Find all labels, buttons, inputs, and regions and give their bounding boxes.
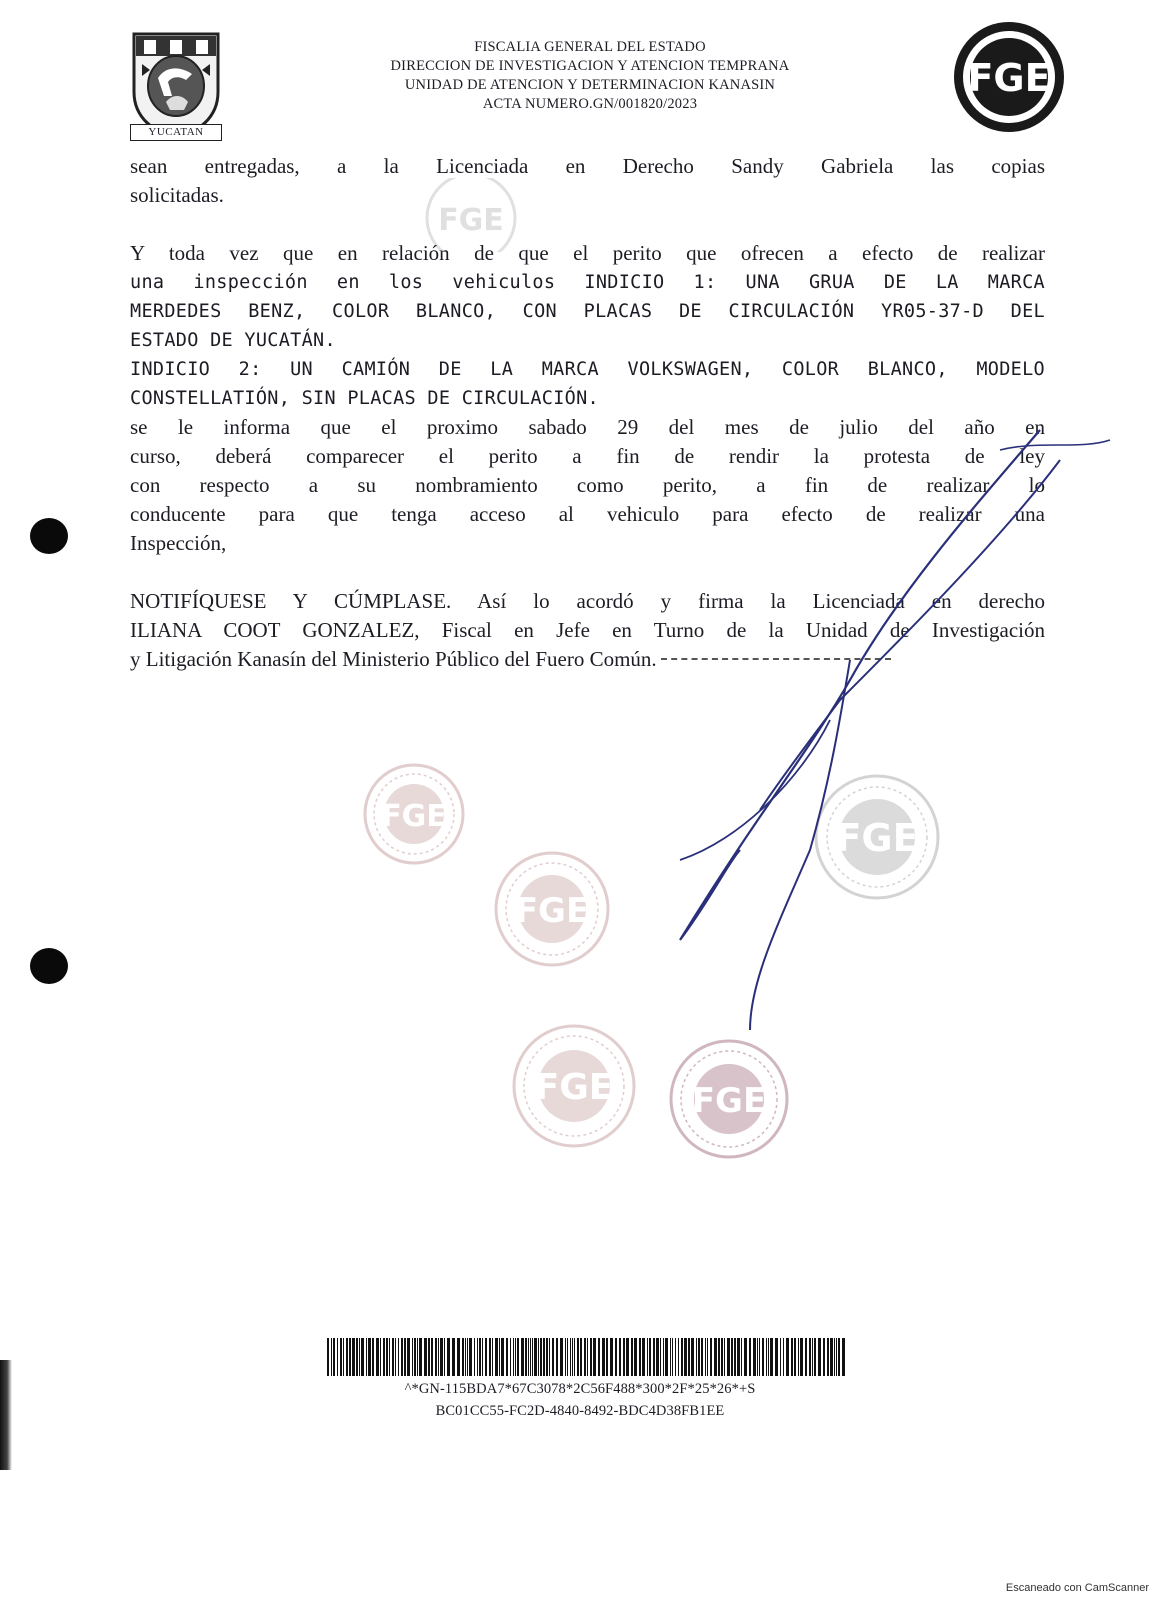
barcode-bar xyxy=(565,1338,566,1376)
barcode-bar xyxy=(649,1338,651,1376)
barcode-bar xyxy=(759,1338,760,1376)
barcode-bar xyxy=(489,1338,491,1376)
barcode-bar xyxy=(731,1338,733,1376)
barcode-bar xyxy=(469,1338,472,1376)
crest-label: YUCATAN xyxy=(130,124,222,141)
barcode-bar xyxy=(574,1338,575,1376)
barcode-bar xyxy=(525,1338,527,1376)
barcode-bar xyxy=(392,1338,394,1376)
text-line: con respecto a su nombramiento como perito, a fin de realizar lo xyxy=(130,473,1045,497)
barcode-bar xyxy=(517,1338,519,1376)
barcode-bar xyxy=(380,1338,381,1376)
stamp-text: FGE xyxy=(438,203,504,238)
barcode-bar xyxy=(474,1338,475,1376)
barcode-bar xyxy=(678,1338,679,1376)
document-barcode xyxy=(327,1338,847,1376)
barcode-bar xyxy=(457,1338,460,1376)
barcode-bar xyxy=(447,1338,450,1376)
stamp-text: FGE xyxy=(534,1067,614,1108)
barcode-bar xyxy=(515,1338,516,1376)
barcode-bar xyxy=(768,1338,769,1376)
barcode-bar xyxy=(359,1338,360,1376)
barcode-bar xyxy=(762,1338,764,1376)
barcode-bar xyxy=(534,1338,537,1376)
barcode-bar xyxy=(417,1338,418,1376)
barcode-bar xyxy=(639,1338,641,1376)
barcode-bar xyxy=(602,1338,605,1376)
barcode-bar xyxy=(492,1338,493,1376)
barcode-bar xyxy=(356,1338,358,1376)
barcode-bar xyxy=(634,1338,637,1376)
barcode-bar xyxy=(414,1338,416,1376)
header-line-unit: UNIDAD DE ATENCION Y DETERMINACION KANASIN xyxy=(404,77,776,93)
barcode-bar xyxy=(465,1338,466,1376)
barcode-bar xyxy=(467,1338,468,1376)
barcode-bar xyxy=(741,1338,742,1376)
fge-logo-icon xyxy=(950,18,1068,136)
barcode-bar xyxy=(538,1338,539,1376)
barcode-bar xyxy=(718,1338,720,1376)
barcode-bar xyxy=(724,1338,725,1376)
barcode-bar xyxy=(438,1338,439,1376)
barcode-code: ^*GN-115BDA7*67C3078*2C56F488*300*2F*25*26*+S xyxy=(404,1381,756,1397)
barcode-bar xyxy=(590,1338,592,1376)
barcode-bar xyxy=(727,1338,730,1376)
barcode-bar xyxy=(333,1338,335,1376)
barcode-bar xyxy=(495,1338,498,1376)
barcode-bar xyxy=(372,1338,374,1376)
barcode-bar xyxy=(653,1338,655,1376)
barcode-bar xyxy=(766,1338,767,1376)
barcode-bar xyxy=(424,1338,427,1376)
barcode-bar xyxy=(528,1338,529,1376)
header-line-direction: DIRECCION DE INVESTIGACION Y ATENCION TEMPRANA xyxy=(390,58,790,74)
barcode-bar xyxy=(749,1338,751,1376)
barcode-bar xyxy=(530,1338,531,1376)
barcode-bar xyxy=(814,1338,816,1376)
text-line: conducente para que tenga acceso al vehiculo para efecto de realizar una xyxy=(130,502,1045,526)
barcode-bar xyxy=(681,1338,683,1376)
barcode-bar xyxy=(610,1338,613,1376)
barcode-bar xyxy=(383,1338,385,1376)
barcode-bar xyxy=(404,1338,406,1376)
barcode-bar xyxy=(791,1338,793,1376)
text-line: solicitadas. xyxy=(130,183,224,207)
scanner-watermark: Escaneado con CamScanner xyxy=(1005,1582,1149,1594)
barcode-bar xyxy=(818,1338,821,1376)
barcode-bar xyxy=(506,1338,508,1376)
stamp-text: FGE xyxy=(381,799,447,834)
barcode-bar xyxy=(560,1338,563,1376)
barcode-bar xyxy=(770,1338,773,1376)
barcode-bar xyxy=(631,1338,633,1376)
barcode-bar xyxy=(577,1338,579,1376)
barcode-bar xyxy=(532,1338,533,1376)
barcode-bar xyxy=(701,1338,703,1376)
barcode-bar xyxy=(838,1338,840,1376)
barcode-bar xyxy=(647,1338,648,1376)
barcode-bar xyxy=(598,1338,600,1376)
barcode-bar xyxy=(549,1338,550,1376)
barcode-bar xyxy=(780,1338,781,1376)
dashed-rule xyxy=(661,658,891,660)
barcode-bar xyxy=(663,1338,664,1376)
barcode-bar xyxy=(705,1338,706,1376)
barcode-bar xyxy=(670,1338,671,1376)
barcode-bar xyxy=(593,1338,596,1376)
barcode-caption xyxy=(300,1378,860,1422)
barcode-bar xyxy=(580,1338,582,1376)
barcode-bar xyxy=(412,1338,413,1376)
barcode-bar xyxy=(734,1338,736,1376)
barcode-bar xyxy=(431,1338,433,1376)
barcode-bar xyxy=(809,1338,811,1376)
barcode-bar xyxy=(656,1338,659,1376)
text-line: sean entregadas, a la Licenciada en Derecho Sandy Gabriela las copias xyxy=(130,154,1045,178)
barcode-bar xyxy=(485,1338,487,1376)
barcode-bar xyxy=(479,1338,481,1376)
barcode-bar xyxy=(477,1338,478,1376)
paragraph-notification xyxy=(130,587,1045,674)
barcode-bar xyxy=(395,1338,396,1376)
text-line: Inspección, xyxy=(130,531,227,555)
barcode-bar xyxy=(823,1338,825,1376)
header-line-acta: ACTA NUMERO.GN/001820/2023 xyxy=(482,96,698,112)
barcode-bar xyxy=(462,1338,464,1376)
punch-hole xyxy=(30,518,68,554)
barcode-bar xyxy=(331,1338,332,1376)
barcode-bar xyxy=(435,1338,437,1376)
barcode-bar xyxy=(744,1338,747,1376)
document-header xyxy=(330,38,850,114)
barcode-bar xyxy=(546,1338,548,1376)
barcode-bar xyxy=(698,1338,700,1376)
barcode-bar xyxy=(419,1338,422,1376)
stamp-text: FGE xyxy=(514,891,590,931)
barcode-bar xyxy=(827,1338,829,1376)
barcode-bar xyxy=(753,1338,756,1376)
barcode-bar xyxy=(775,1338,778,1376)
barcode-bar xyxy=(834,1338,835,1376)
text-line: CONSTELLATIÓN, SIN PLACAS DE CIRCULACIÓN. xyxy=(130,388,599,409)
barcode-bar xyxy=(783,1338,784,1376)
stamp-text: FGE xyxy=(691,1081,767,1121)
barcode-bar xyxy=(376,1338,379,1376)
barcode-bar xyxy=(786,1338,789,1376)
barcode-bar xyxy=(386,1338,388,1376)
barcode-bar xyxy=(615,1338,617,1376)
barcode-bar xyxy=(340,1338,342,1376)
barcode-bar xyxy=(398,1338,399,1376)
barcode-bar xyxy=(665,1338,668,1376)
barcode-bar xyxy=(798,1338,799,1376)
fge-stamp-icon xyxy=(418,178,524,252)
barcode-bar xyxy=(368,1338,371,1376)
barcode-bar xyxy=(501,1338,504,1376)
barcode-bar xyxy=(721,1338,723,1376)
barcode-bar xyxy=(757,1338,758,1376)
barcode-bar xyxy=(346,1338,348,1376)
barcode-bar xyxy=(499,1338,500,1376)
document-body xyxy=(130,152,1045,674)
barcode-bar xyxy=(696,1338,697,1376)
barcode-bar xyxy=(343,1338,344,1376)
barcode-bar xyxy=(543,1338,545,1376)
barcode-bar xyxy=(361,1338,364,1376)
text-line: curso, deberá comparecer el perito a fin de rendir la protesta de ley xyxy=(130,444,1045,468)
fge-logo-text: FGE xyxy=(967,56,1051,100)
barcode-bar xyxy=(540,1338,542,1376)
barcode-bar xyxy=(521,1338,524,1376)
barcode-bar xyxy=(812,1338,813,1376)
barcode-bar xyxy=(737,1338,740,1376)
text-line-content: y Litigación Kanasín del Ministerio Público del Fuero Común. xyxy=(130,647,657,671)
barcode-bar xyxy=(389,1338,390,1376)
barcode-bar xyxy=(510,1338,511,1376)
fge-stamp-icon xyxy=(668,1038,790,1160)
barcode-bar xyxy=(691,1338,694,1376)
barcode-bar xyxy=(401,1338,403,1376)
barcode-bar xyxy=(440,1338,443,1376)
barcode-bar xyxy=(337,1338,338,1376)
barcode-bar xyxy=(688,1338,690,1376)
barcode-bar xyxy=(552,1338,554,1376)
barcode-bar xyxy=(570,1338,571,1376)
barcode-bar xyxy=(684,1338,687,1376)
barcode-bar xyxy=(366,1338,367,1376)
barcode-bar xyxy=(407,1338,410,1376)
barcode-bar xyxy=(482,1338,483,1376)
text-line: NOTIFÍQUESE Y CÚMPLASE. Así lo acordó y firma la Licenciada en derecho xyxy=(130,589,1045,613)
text-line xyxy=(130,645,1045,674)
barcode-bar xyxy=(352,1338,355,1376)
barcode-bar xyxy=(587,1338,588,1376)
barcode-bar xyxy=(619,1338,621,1376)
barcode-bar xyxy=(623,1338,625,1376)
scan-edge-shadow xyxy=(0,1360,12,1470)
barcode-bar xyxy=(584,1338,586,1376)
fge-stamp-icon xyxy=(362,762,466,866)
stamp-text: FGE xyxy=(835,816,919,860)
barcode-bar xyxy=(444,1338,445,1376)
header-line-institution: FISCALIA GENERAL DEL ESTADO xyxy=(474,39,706,55)
text-line: INDICIO 2: UN CAMIÓN DE LA MARCA VOLKSWAGEN, COLOR BLANCO, MODELO xyxy=(130,359,1045,380)
text-line: Y toda vez que en relación de que el perito que ofrecen a efecto de realizar xyxy=(130,241,1045,265)
barcode-bar xyxy=(513,1338,514,1376)
paragraph-copies xyxy=(130,152,1045,210)
barcode-bar xyxy=(707,1338,708,1376)
barcode-bar xyxy=(710,1338,712,1376)
fge-stamp-icon xyxy=(812,772,942,902)
barcode-bar xyxy=(626,1338,629,1376)
barcode-bar xyxy=(567,1338,568,1376)
fge-stamp-icon xyxy=(510,1022,638,1150)
barcode-bar xyxy=(794,1338,796,1376)
barcode-bar xyxy=(714,1338,717,1376)
barcode-bar xyxy=(660,1338,661,1376)
fge-stamp-icon xyxy=(493,850,611,968)
paragraph-expert-inspection xyxy=(130,239,1045,558)
barcode-bar xyxy=(606,1338,608,1376)
barcode-bar xyxy=(572,1338,573,1376)
barcode-bar xyxy=(805,1338,807,1376)
text-line: MERDEDES BENZ, COLOR BLANCO, CON PLACAS DE CIRCULACIÓN YR05-37-D DEL xyxy=(130,301,1045,322)
text-line: se le informa que el proximo sabado 29 del mes de julio del año en xyxy=(130,415,1045,439)
punch-hole xyxy=(30,948,68,984)
barcode-bar xyxy=(452,1338,455,1376)
barcode-bar xyxy=(327,1338,329,1376)
text-line: ILIANA COOT GONZALEZ, Fiscal en Jefe en Turno de la Unidad de Investigación xyxy=(130,618,1045,642)
barcode-bar xyxy=(642,1338,645,1376)
barcode-bar xyxy=(428,1338,430,1376)
barcode-bar xyxy=(836,1338,837,1376)
barcode-bar xyxy=(842,1338,845,1376)
text-line: ESTADO DE YUCATÁN. xyxy=(130,330,336,351)
barcode-uuid: BC01CC55-FC2D-4840-8492-BDC4D38FB1EE xyxy=(435,1403,725,1419)
barcode-bar xyxy=(830,1338,833,1376)
barcode-bar xyxy=(556,1338,558,1376)
text-line: una inspección en los vehiculos INDICIO 1: UNA GRUA DE LA MARCA xyxy=(130,272,1045,293)
barcode-bar xyxy=(349,1338,351,1376)
barcode-bar xyxy=(800,1338,803,1376)
barcode-bar xyxy=(675,1338,676,1376)
barcode-bar xyxy=(672,1338,673,1376)
